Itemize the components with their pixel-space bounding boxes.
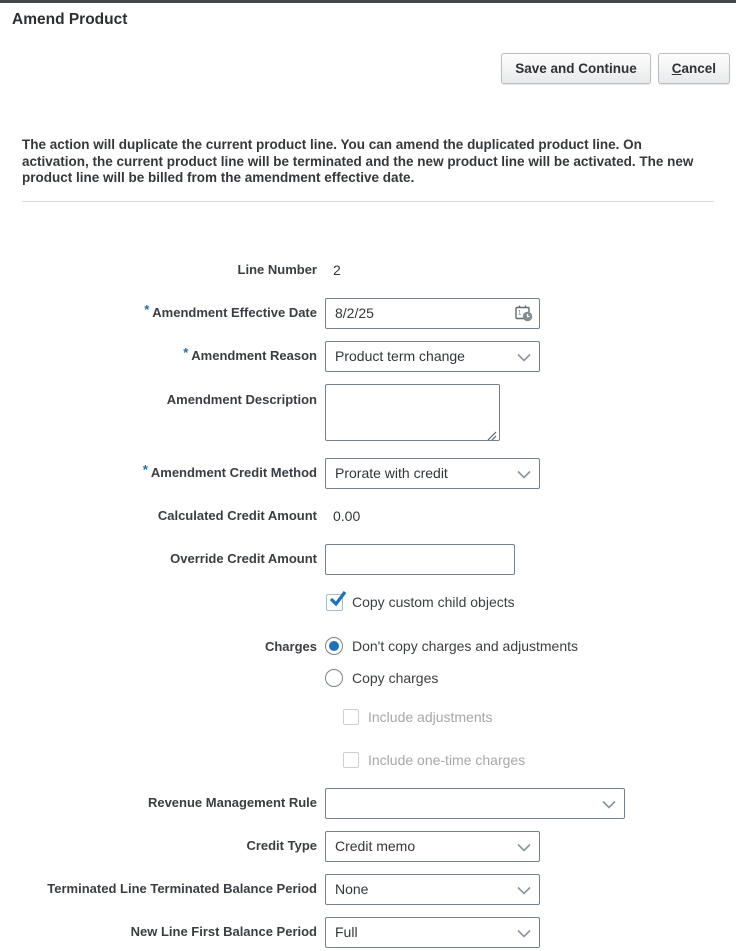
divider bbox=[22, 201, 714, 202]
amendment-reason-value: Product term change bbox=[335, 348, 465, 364]
amend-notice-text: The action will duplicate the current product line. You can amend the duplicated product line. On activation, the current product line will be terminated and the new product line will be activated. The new product line will be billed from the amendment effective date. bbox=[22, 137, 694, 185]
page-title: Amend Product bbox=[12, 11, 128, 28]
revenue-management-rule-select[interactable] bbox=[325, 788, 625, 819]
row-include-one-time-charges bbox=[0, 745, 736, 776]
dont-copy-charges-radio[interactable] bbox=[325, 637, 343, 655]
row-copy-custom-child-objects bbox=[0, 587, 736, 618]
calculated-credit-amount-label: Calculated Credit Amount bbox=[157, 508, 317, 523]
action-toolbar bbox=[0, 53, 730, 84]
new-line-first-balance-period-label: New Line First Balance Period bbox=[130, 924, 317, 939]
credit-type-select[interactable] bbox=[325, 831, 540, 862]
new-line-first-balance-period-select[interactable] bbox=[325, 917, 540, 948]
include-one-time-charges-label: Include one-time charges bbox=[368, 752, 526, 768]
dont-copy-charges-label[interactable]: Don't copy charges and adjustments bbox=[352, 637, 579, 654]
amendment-description-label: Amendment Description bbox=[166, 391, 317, 407]
row-revenue-management-rule bbox=[0, 788, 736, 819]
row-override-credit-amount bbox=[0, 544, 736, 575]
terminated-line-terminated-balance-period-label: Terminated Line Terminated Balance Period bbox=[47, 881, 317, 896]
amendment-description-textarea[interactable] bbox=[325, 384, 500, 441]
chevron-down-icon bbox=[517, 929, 531, 938]
row-charges bbox=[0, 630, 736, 687]
cancel-label-rest: ancel bbox=[681, 61, 716, 76]
row-calculated-credit-amount bbox=[0, 501, 736, 532]
amendment-reason-label: Amendment Reason bbox=[191, 348, 317, 363]
amend-product-form bbox=[0, 255, 736, 948]
required-marker: * bbox=[142, 462, 148, 477]
cancel-button[interactable] bbox=[658, 53, 730, 84]
chevron-down-icon bbox=[517, 886, 531, 895]
calendar-clock-icon bbox=[514, 303, 535, 324]
row-new-line-first-balance-period bbox=[0, 917, 736, 948]
chevron-down-icon bbox=[517, 470, 531, 479]
required-marker: * bbox=[183, 345, 189, 360]
credit-type-label: Credit Type bbox=[246, 838, 317, 853]
amendment-effective-date-label: Amendment Effective Date bbox=[152, 305, 317, 320]
svg-text:1: 1 bbox=[518, 310, 522, 316]
row-credit-type bbox=[0, 831, 736, 862]
amendment-credit-method-label: Amendment Credit Method bbox=[150, 465, 317, 480]
row-amendment-effective-date bbox=[0, 298, 736, 329]
row-include-adjustments bbox=[0, 702, 736, 733]
cancel-accesskey: C bbox=[671, 61, 682, 76]
amendment-credit-method-select[interactable] bbox=[325, 458, 540, 489]
amendment-credit-method-value: Prorate with credit bbox=[335, 465, 448, 481]
copy-custom-child-objects-label[interactable]: Copy custom child objects bbox=[352, 594, 515, 610]
row-amendment-description bbox=[0, 384, 736, 446]
line-number-value: 2 bbox=[333, 262, 341, 278]
override-credit-amount-label: Override Credit Amount bbox=[170, 551, 317, 566]
top-accent-bar bbox=[0, 0, 736, 3]
row-terminated-line-terminated-balance-period bbox=[0, 874, 736, 905]
row-line-number bbox=[0, 255, 736, 286]
include-one-time-charges-checkbox bbox=[343, 752, 359, 768]
row-amendment-credit-method bbox=[0, 458, 736, 489]
chevron-down-icon bbox=[517, 353, 531, 362]
include-adjustments-label: Include adjustments bbox=[368, 709, 493, 725]
date-picker-button[interactable] bbox=[514, 303, 535, 324]
chevron-down-icon bbox=[602, 800, 616, 809]
copy-charges-radio[interactable] bbox=[325, 669, 343, 687]
override-credit-amount-input[interactable] bbox=[325, 544, 515, 575]
copy-custom-child-objects-checkbox[interactable] bbox=[326, 594, 343, 611]
terminated-line-terminated-balance-period-value: None bbox=[335, 881, 369, 897]
line-number-label: Line Number bbox=[237, 262, 317, 277]
chevron-down-icon bbox=[517, 843, 531, 852]
amendment-effective-date-input[interactable] bbox=[325, 298, 540, 329]
credit-type-value: Credit memo bbox=[335, 838, 416, 854]
new-line-first-balance-period-value: Full bbox=[335, 924, 358, 940]
required-marker: * bbox=[144, 302, 150, 317]
terminated-line-terminated-balance-period-select[interactable] bbox=[325, 874, 540, 905]
calculated-credit-amount-value: 0.00 bbox=[333, 508, 361, 524]
save-and-continue-button[interactable]: Save and Continue bbox=[501, 53, 651, 84]
copy-charges-label[interactable]: Copy charges bbox=[352, 669, 439, 686]
revenue-management-rule-label: Revenue Management Rule bbox=[147, 795, 317, 810]
include-adjustments-checkbox bbox=[343, 709, 359, 725]
amendment-reason-select[interactable] bbox=[325, 341, 540, 372]
row-amendment-reason bbox=[0, 341, 736, 372]
charges-label: Charges bbox=[264, 638, 317, 654]
check-icon bbox=[328, 589, 348, 608]
